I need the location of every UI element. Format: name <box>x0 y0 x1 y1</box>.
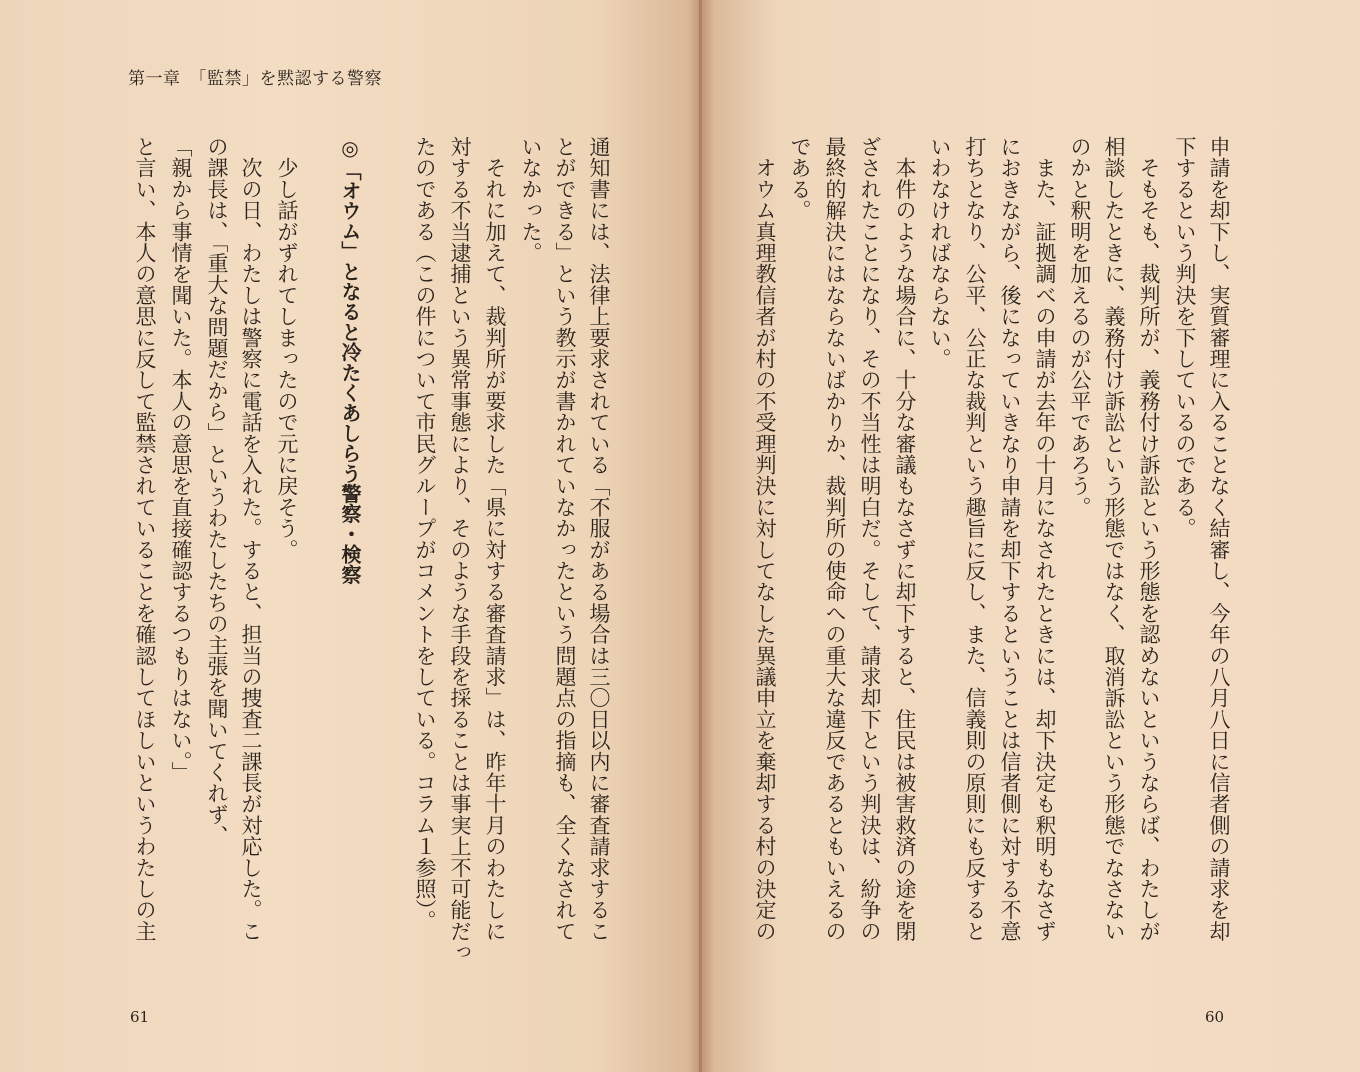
text-line: 本件のような場合に、十分な審議もなさずに却下すると、住民は被害救済の途を閉 <box>893 136 917 942</box>
text-line: である。 <box>788 136 812 221</box>
text-line: 次の日、わたしは警察に電話を入れた。すると、担当の捜査二課長が対応した。こ <box>239 136 263 942</box>
text-line: いなかった。 <box>519 136 543 264</box>
text-line: におきながら、後になっていきなり申請を却下するということは信者側に対する不意 <box>998 136 1022 942</box>
text-line: 申請を却下し、実質審理に入ることなく結審し、今年の八月八日に信者側の請求を却 <box>1207 136 1231 942</box>
text-line: たのである（この件について市民グループがコメントをしている。コラム１参照）。 <box>413 136 437 932</box>
text-line: 相談したときに、義務付け訴訟という形態ではなく、取消訴訟という形態でなさない <box>1102 136 1126 942</box>
text-line: 最終的解決にはならないばかりか、裁判所の使命への重大な違反であるともいえるの <box>823 136 847 942</box>
text-line: いわなければならない。 <box>928 136 952 370</box>
text-line: それに加えて、裁判所が要求した「県に対する審査請求」は、昨年十月のわたしに <box>483 136 507 942</box>
page-number-right: 60 <box>1205 1008 1225 1026</box>
text-line: また、証拠調べの申請が去年の十月になされたときには、却下決定も釈明もなさず <box>1033 136 1057 942</box>
book-gutter <box>688 0 714 1072</box>
text-line: 「親から事情を聞いた。本人の意思を直接確認するつもりはない。」 <box>169 136 193 783</box>
text-line: 通知書には、法律上要求されている「不服がある場合は三〇日以内に審査請求するこ <box>587 136 611 942</box>
section-heading: ◎「オウム」となると冷たくあしらう警察・検察 <box>338 136 362 585</box>
text-line: のかと釈明を加えるのが公平であろう。 <box>1068 136 1092 518</box>
text-line: と言い、本人の意思に反して監禁されていることを確認してほしいというわたしの主 <box>133 136 157 942</box>
text-line: ざされたことになり、その不当性は明白だ。そして、請求却下という判決は、紛争の <box>858 136 882 942</box>
text-line: 下するという判決を下しているのである。 <box>1173 136 1197 539</box>
text-line: 打ちとなり、公平、公正な裁判という趣旨に反し、また、信義則の原則にも反すると <box>963 136 987 942</box>
text-line: オウム真理教信者が村の不受理判決に対してなした異議申立を棄却する村の決定の <box>753 136 777 942</box>
page-number-left: 61 <box>130 1008 150 1026</box>
running-head: 第一章 「監禁」を黙認する警察 <box>128 69 382 89</box>
text-line: とができる」という教示が書かれていなかったという問題点の指摘も、全くなされて <box>553 136 577 942</box>
text-line: の課長は、「重大な問題だから」というわたしたちの主張を聞いてくれず、 <box>205 136 229 847</box>
text-line: そもそも、裁判所が、義務付け訴訟という形態を認めないというならば、わたしが <box>1137 136 1161 942</box>
right-page <box>700 0 1360 1072</box>
text-line: 対する不当逮捕という異常事態により、そのような手段を採ることは事実上不可能だっ <box>448 136 472 963</box>
text-line: 少し話がずれてしまったので元に戻そう。 <box>275 136 299 560</box>
